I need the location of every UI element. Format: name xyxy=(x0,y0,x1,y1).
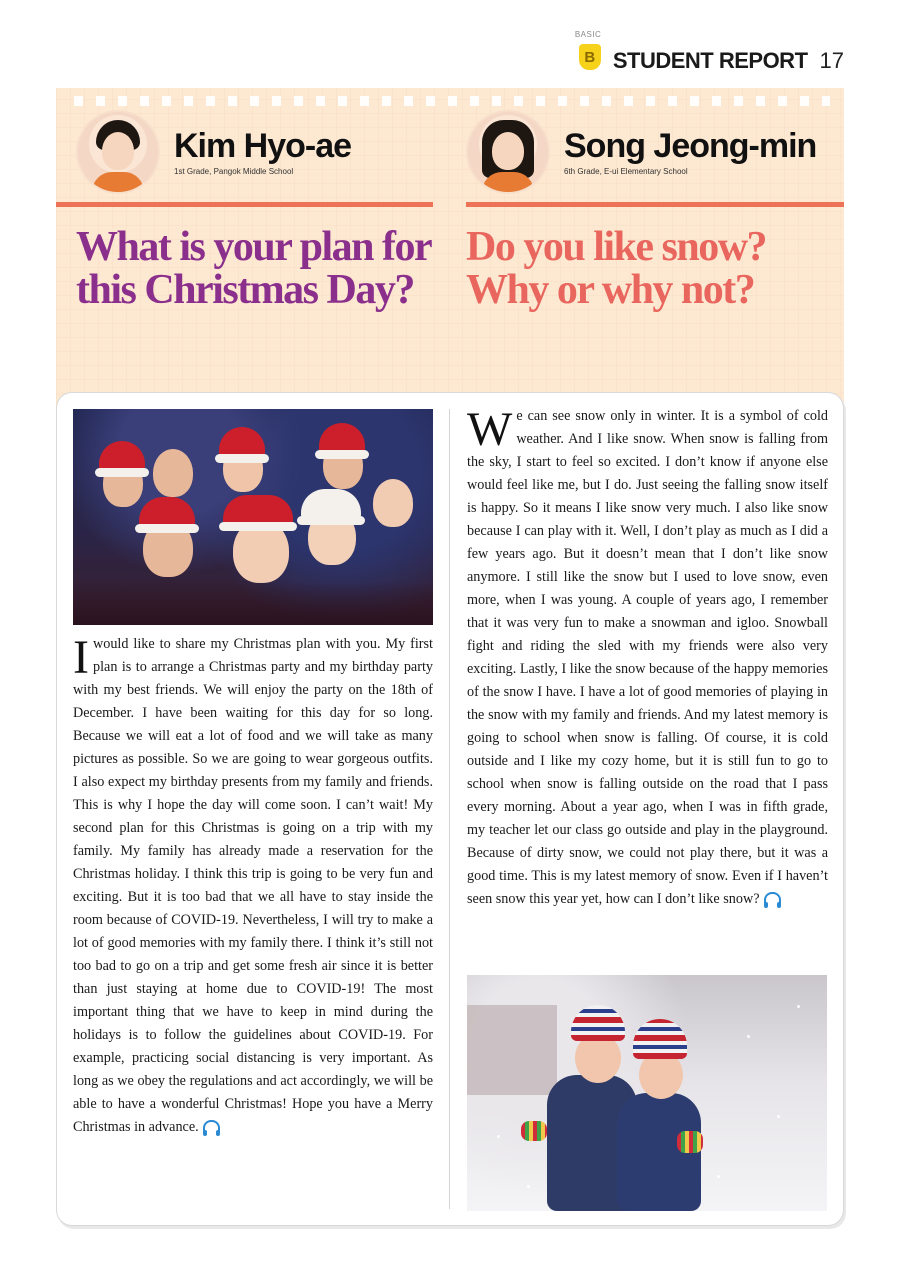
article-left-body: would like to share my Christmas plan with you. My first plan is to arrange a Christmas party and my birthday party with my best friends. We will enjoy the party on the 18th of December. I have been waiting for this day for so long. Because we will eat a lot of food and we will take as many pictures as possible. So we are going to wear gorgeous outfits. I also expect my birthday presents from my family and friends. This is why I hope the day will come soon. I can’t wait! My second plan for this Christmas is going on a trip with my family. My family has already made a reservation for the Christmas holiday. I think this trip is going to be very fun and exciting. But it is too bad that we all have to stay inside the room because of COVID-19. Nevertheless, I will try to make a lot of good memories with my family there. I think it’s still not too bad to go on a trip and get some fresh air since it is better than just staying at home due to COVID-19! The most important thing that we have to keep in mind during the holidays is to follow the guidelines about COVID-19. For example, practicing social distancing is very important. As long as we obey the regulations and act accordingly, we will be able to have a wonderful Christmas! Hope you have a Merry Christmas in advance. xyxy=(73,636,433,1135)
banner-perforation xyxy=(74,96,830,106)
accent-rule-right xyxy=(466,202,844,207)
student-school-left: 1st Grade, Pangok Middle School xyxy=(174,166,294,176)
headphones-icon xyxy=(764,892,781,904)
drop-cap-right: W xyxy=(467,403,513,456)
student-photo-left xyxy=(76,110,160,194)
headphones-icon xyxy=(203,1120,220,1132)
article-right xyxy=(467,405,828,911)
student-name-left: Kim Hyo-ae xyxy=(174,126,352,165)
question-right: Do you like snow? Why or why not? xyxy=(466,224,767,313)
logo-badge-icon: B xyxy=(579,44,601,70)
content-card xyxy=(56,392,844,1226)
christmas-party-photo xyxy=(73,409,433,625)
page-number: 17 xyxy=(819,48,844,73)
basic-logo xyxy=(574,30,605,72)
logo-tag: BASIC xyxy=(574,30,602,39)
student-name-right: Song Jeong-min xyxy=(564,126,817,165)
kids-in-snow-photo xyxy=(467,975,827,1211)
column-divider xyxy=(449,409,450,1209)
page-header xyxy=(574,28,844,73)
question-left: What is your plan for this Christmas Day? xyxy=(76,224,431,313)
drop-cap-left: I xyxy=(73,631,89,684)
accent-rule-left xyxy=(56,202,433,207)
section-title: STUDENT REPORT xyxy=(612,48,808,73)
student-left xyxy=(76,110,351,194)
article-left xyxy=(73,633,433,1139)
article-right-body: e can see snow only in winter. It is a symbol of cold weather. And I like snow. When snow is falling from the sky, I start to feel so excited. I don’t know if anyone else would feel like me, but I do. Just seeing the falling snow itself is happy. So it means I like snow very much. I also like snow because I can play with it. Well, I don’t play as much as I did a few years ago. But it doesn’t mean that I don’t like snow anymore. I still like the snow but I used to love snow, even more, when I was young. A couple of years ago, I remember that it was very fun to make a snowman and igloo. Snowball fight and riding the sled with my friends were also very exciting. Lastly, I like the snow because of the happy memories of the snow I have. I have a lot of good memories of playing in the snow with my family and friends. And my latest memory is going to school when snow is falling. Of course, it is cold outside and I like my cozy home, but it is still fun to go to school when snow is falling outside on the road that I pass every morning. About a year ago, when I was in fifth grade, my teacher let our class go outside and play in the playground. Because of dirty snow, we could not play there, but it was a good time. This is my latest memory of snow. Even if I haven’t seen snow this year yet, how can I don’t like snow? xyxy=(467,408,828,907)
student-right xyxy=(466,110,816,194)
question-banner xyxy=(56,88,844,408)
student-school-right: 6th Grade, E-ui Elementary School xyxy=(564,166,688,176)
student-photo-right xyxy=(466,110,550,194)
